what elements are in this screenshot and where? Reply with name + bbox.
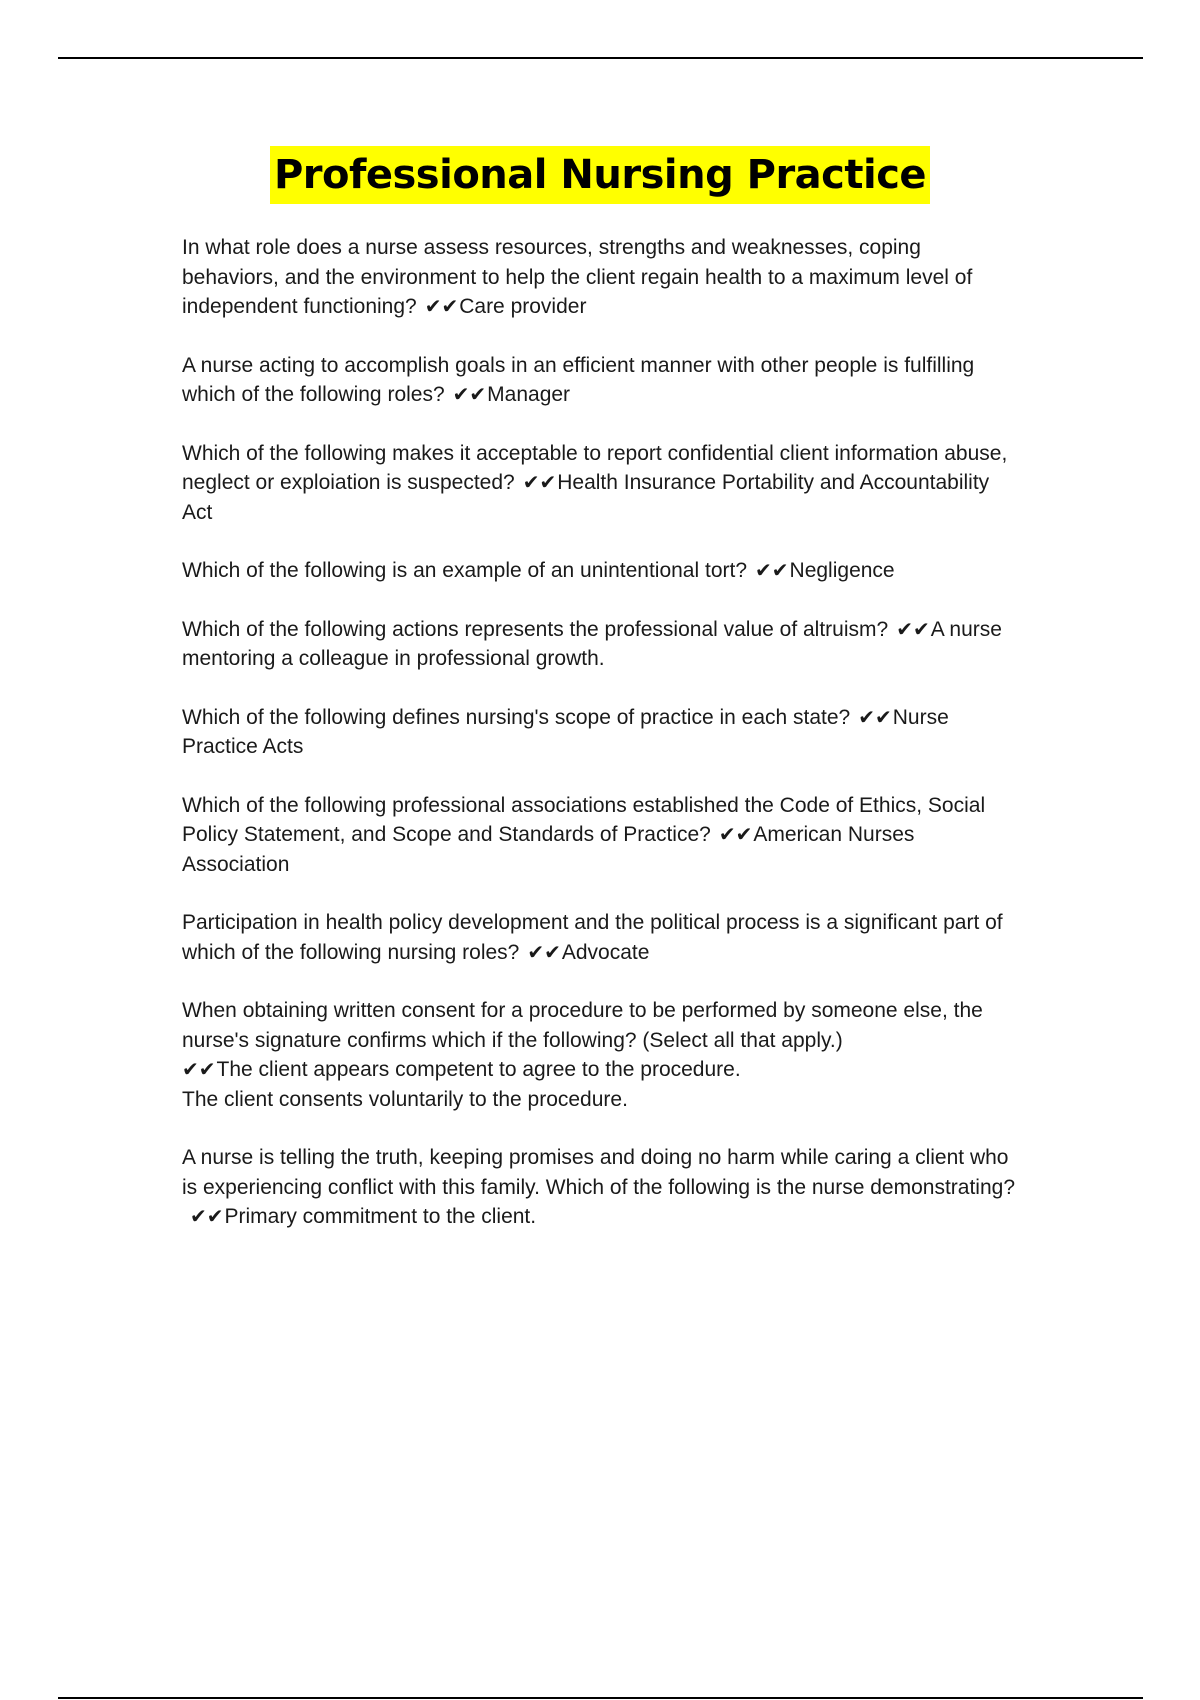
double-check-icon: ✔✔ [858,704,892,729]
page-title: Professional Nursing Practice [270,146,930,204]
double-check-icon: ✔✔ [190,1204,224,1228]
qa-item-3 [182,439,1022,528]
qa-item-7 [182,791,1022,880]
answer-text: Manager [487,383,571,406]
answer-text: Primary commitment to the client. [224,1205,537,1228]
qa-item-10 [182,1143,1022,1232]
qa-list [182,233,1022,1261]
double-check-icon: ✔✔ [527,939,561,964]
question-text: When obtaining written consent for a procedure to be performed by someone else, the nurse's signature confirms which if the following? (Select all that apply.) [182,999,983,1052]
question-text: Which of the following is an example of an unintentional tort? [182,559,748,582]
answer-line [182,1055,1022,1085]
question-text: Which of the following professional associations established the Code of Ethics, Social Policy Statement, and Scope and Standards of Practice? [182,793,986,846]
double-check-icon: ✔✔ [522,470,557,494]
answer-text: Advocate [561,940,650,964]
answer-text: Health Insurance Portability and Accountability Act [182,471,990,524]
question-text: In what role does a nurse assess resources, strengths and weaknesses, coping behaviors, and the environment to help the client regain health to a maximum level of independent functioning? [182,236,973,318]
qa-item-6 [182,703,1022,762]
double-check-icon: ✔✔ [718,822,753,846]
double-check-icon: ✔✔ [424,294,459,318]
qa-item-2 [182,351,1022,410]
answer-text: Nurse Practice Acts [182,705,949,758]
answer-text: The client appears competent to agree to the procedure. [216,1058,741,1081]
answer-text: Negligence [789,559,895,582]
title-container [0,146,1200,204]
double-check-icon: ✔✔ [896,616,930,641]
answer-text: Care provider [459,295,587,318]
qa-item-9 [182,996,1022,1114]
qa-item-1 [182,233,1022,322]
question-text: A nurse acting to accomplish goals in an efficient manner with other people is fulfilling which of the following roles? [182,353,975,406]
top-rule [58,57,1143,59]
question-text: Participation in health policy development and the political process is a significant part of which of the following nursing roles? [182,911,1003,964]
question-text: Which of the following defines nursing's scope of practice in each state? [182,705,851,729]
answer-extra-text: The client consents voluntarily to the procedure. [182,1087,628,1111]
question-text: A nurse is telling the truth, keeping promises and doing no harm while caring a client who is experiencing conflict with this family. Which of the following is the nurse demonstrating? [182,1146,1015,1199]
answer-text: A nurse mentoring a colleague in professional growth. [182,617,1002,670]
qa-item-8 [182,908,1022,967]
question-text: Which of the following actions represents the professional value of altruism? [182,617,889,641]
question-text: Which of the following makes it acceptable to report confidential client information abuse, neglect or exploiation is suspected? [182,441,1008,494]
double-check-icon: ✔✔ [452,382,487,406]
qa-item-4 [182,556,1022,586]
double-check-icon: ✔✔ [182,1057,216,1081]
double-check-icon: ✔✔ [755,558,789,582]
qa-item-5 [182,615,1022,674]
answer-text: American Nurses Association [182,823,915,876]
bottom-rule [58,1697,1143,1699]
